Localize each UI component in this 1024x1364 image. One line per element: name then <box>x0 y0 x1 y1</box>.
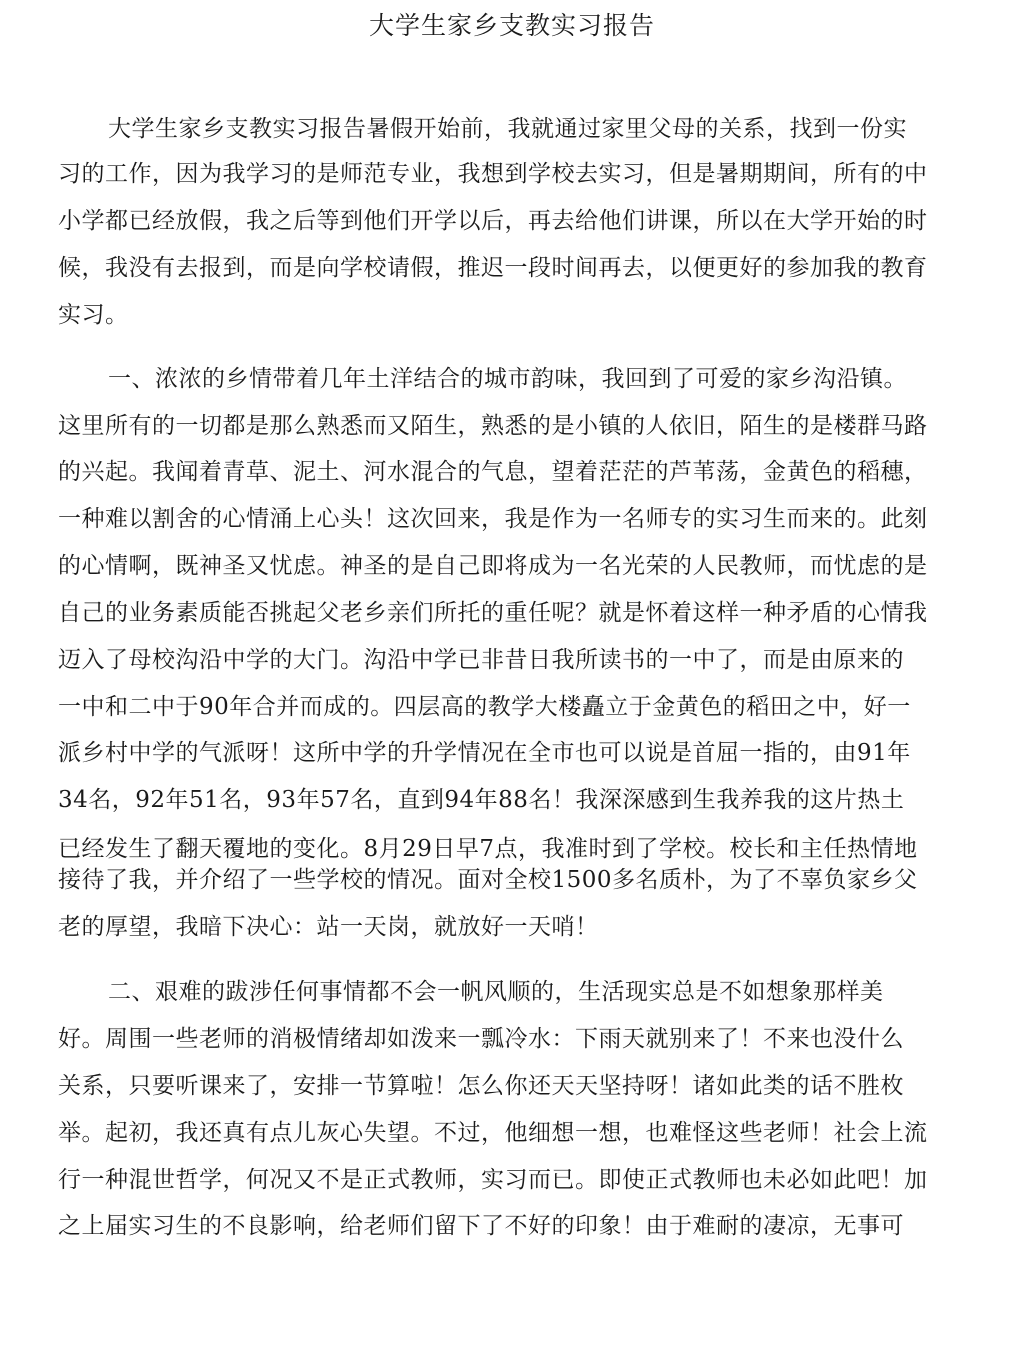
paragraph-2-line: 这里所有的一切都是那么熟悉而又陌生，熟悉的是小镇的人依旧，陌生的是楼群马路 <box>58 413 928 439</box>
paragraph-2-line: 的兴起。我闻着青草、泥土、河水混合的气息，望着茫茫的芦苇荡，金黄色的稻穗， <box>58 459 928 485</box>
paragraph-2-line: 一种难以割舍的心情涌上心头！这次回来，我是作为一名师专的实习生而来的。此刻 <box>58 506 928 532</box>
paragraph-2-line: 一中和二中于90年合并而成的。四层高的教学大楼矗立于金黄色的稻田之中，好一 <box>58 694 911 720</box>
page-title: 大学生家乡支教实习报告 <box>368 11 655 40</box>
paragraph-2-line: 接待了我，并介绍了一些学校的情况。面对全校1500多名质朴，为了不辜负家乡父 <box>58 867 918 893</box>
paragraph-1-line: 实习。 <box>58 302 129 328</box>
paragraph-2-line: 的心情啊，既神圣又忧虑。神圣的是自己即将成为一名光荣的人民教师，而忧虑的是 <box>58 553 928 579</box>
paragraph-3-line: 行一种混世哲学，何况又不是正式教师，实习而已。即使正式教师也未必如此吧！加 <box>58 1167 928 1193</box>
paragraph-1-line: 大学生家乡支教实习报告暑假开始前，我就通过家里父母的关系，找到一份实 <box>108 116 907 142</box>
paragraph-2-line: 老的厚望，我暗下决心：站一天岗，就放好一天哨！ <box>58 914 599 940</box>
paragraph-3-line: 好。周围一些老师的消极情绪却如泼来一瓢冷水：下雨天就别来了！不来也没什么 <box>58 1026 904 1052</box>
paragraph-1-line: 习的工作，因为我学习的是师范专业，我想到学校去实习，但是暑期期间，所有的中 <box>58 161 928 187</box>
paragraph-2-line: 34名，92年51名，93年57名，直到94年88名！我深深感到生我养我的这片热土 <box>58 787 905 813</box>
paragraph-3-line: 二、艰难的跋涉任何事情都不会一帆风顺的，生活现实总是不如想象那样美 <box>108 979 884 1005</box>
paragraph-2-line: 自己的业务素质能否挑起父老乡亲们所托的重任呢？就是怀着这样一种矛盾的心情我 <box>58 600 928 626</box>
paragraph-3-line: 举。起初，我还真有点儿灰心失望。不过，他细想一想，也难怪这些老师！社会上流 <box>58 1120 928 1146</box>
paragraph-1-line: 小学都已经放假，我之后等到他们开学以后，再去给他们讲课，所以在大学开始的时 <box>58 208 928 234</box>
paragraph-2-line: 一、浓浓的乡情带着几年土洋结合的城市韵味，我回到了可爱的家乡沟沿镇。 <box>108 366 907 392</box>
paragraph-2-line: 迈入了母校沟沿中学的大门。沟沿中学已非昔日我所读书的一中了，而是由原来的 <box>58 647 904 673</box>
paragraph-3-line: 关系，只要听课来了，安排一节算啦！怎么你还天天坚持呀！诸如此类的话不胜枚 <box>58 1073 904 1099</box>
paragraph-2-line: 已经发生了翻天覆地的变化。8月29日早7点，我准时到了学校。校长和主任热情地 <box>58 836 918 862</box>
paragraph-3-line: 之上届实习生的不良影响，给老师们留下了不好的印象！由于难耐的凄凉，无事可 <box>58 1213 904 1239</box>
paragraph-1-line: 候，我没有去报到，而是向学校请假，推迟一段时间再去，以便更好的参加我的教育 <box>58 255 928 281</box>
paragraph-2-line: 派乡村中学的气派呀！这所中学的升学情况在全市也可以说是首屈一指的，由91年 <box>58 740 911 766</box>
